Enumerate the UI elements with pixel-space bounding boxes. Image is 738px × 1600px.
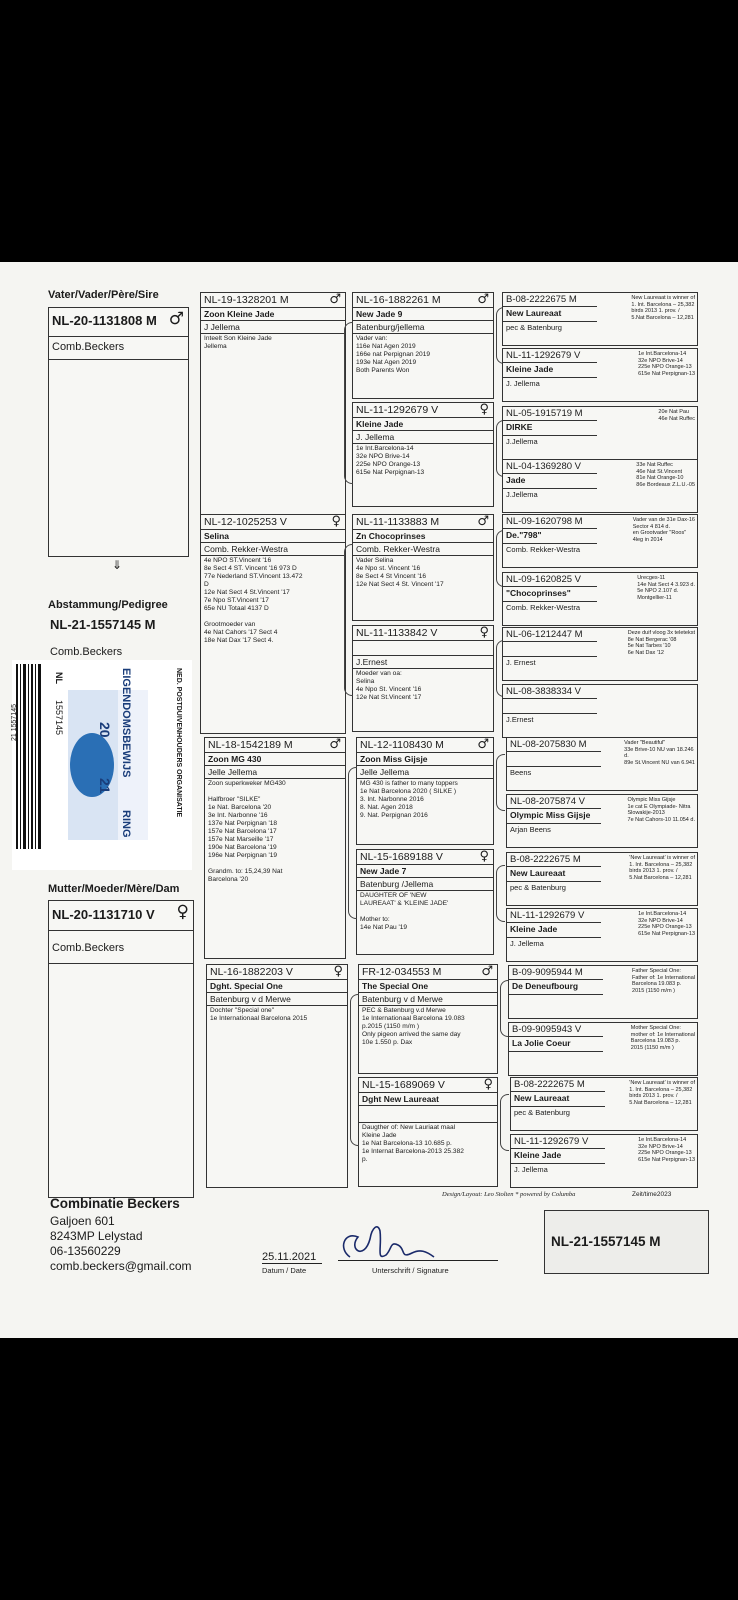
- down-arrow-icon: ⇓: [112, 558, 123, 572]
- gen3-ring: NL-08-3838334 V: [503, 685, 597, 699]
- cert-ring: RING: [120, 810, 132, 838]
- gen2-owner: Jelle Jellema: [357, 766, 493, 779]
- design-credit: Design/Layout: Leo Stolten * powered by Columba: [442, 1191, 576, 1198]
- date-value: 25.11.2021: [262, 1251, 322, 1264]
- pedigree-ring: NL-21-1557145 M: [50, 617, 156, 632]
- gen3-notes: Deze duif vloog 3x teletekst 8e Nat Bergerac '08 5e Nat Tarbes '10 6e Nat Dax '12: [627, 630, 695, 656]
- dam-label: Mutter/Moeder/Mère/Dam: [48, 883, 180, 895]
- gen3-owner: J. Ernest: [506, 658, 536, 667]
- gen2-card-5: [356, 737, 494, 845]
- cert-barcode-number: 21 1557145: [11, 704, 18, 741]
- gen3-name: [503, 642, 597, 657]
- gen2-name: Kleine Jade: [353, 418, 493, 431]
- male-icon: ♂: [329, 737, 341, 752]
- gen1-ring: NL-18-1542189 M ♂: [205, 738, 345, 753]
- gen3-name: DIRKE: [503, 421, 597, 436]
- pedigree-label: Abstammung/Pedigree: [48, 599, 168, 611]
- gen3-ring: NL-11-1292679 V: [507, 909, 601, 923]
- gen3-card-4: [502, 459, 698, 513]
- ring-box-text: NL-21-1557145 M: [551, 1234, 661, 1249]
- gen2-card-1: [352, 292, 494, 399]
- time-stamp: Zeit/time2023: [632, 1191, 672, 1198]
- gen1-notes: Inteelt Son Kleine Jade Jellema: [204, 335, 272, 350]
- gen1-ring: NL-12-1025253 V ♀: [201, 515, 345, 530]
- address-line-2: 8243MP Lelystad: [50, 1229, 143, 1243]
- dam-ring: NL-20-1131710 V ♀: [49, 901, 193, 931]
- gen2-notes: DAUGHTER OF 'NEW LAUREAAT' & 'KLEINE JADE' Mother to: 14e Nat Pau '19: [360, 892, 449, 931]
- female-icon: ♀: [331, 514, 341, 529]
- gen2-notes: 1e Int.Barcelona-14 32e NPO Brive-14 225e NPO Orange-13 615e Nat Perpignan-13: [356, 445, 425, 476]
- gen3-name: New Laureaat: [503, 307, 597, 322]
- gen3-notes: Vader "Beautiful" 33e Brive-10 NU van 18.246 d. 89e St.Vincent NU van 6.941: [624, 740, 695, 766]
- gen3-card-11: [506, 852, 698, 906]
- ring-box: [544, 1210, 709, 1274]
- gen3-owner: Beens: [510, 768, 532, 777]
- gen3-ring: NL-08-2075830 M: [507, 738, 601, 752]
- gen2-ring: NL-15-1689069 V ♀: [359, 1078, 497, 1093]
- gen1-name: Dght. Special One: [207, 980, 347, 993]
- cert-number: 1557145: [54, 700, 64, 736]
- gen3-notes: Urecges-11 14e Nat Sect 4 3.923 d. 5e NPO 2.107 d. Montgellier-11: [637, 575, 695, 601]
- male-icon: ♂: [481, 964, 493, 979]
- gen1-owner: J Jellema: [201, 321, 345, 334]
- gen3-notes: Olympic Miss Gijsje 1e cat E Olympiade- Nitra Slowakije-2013 7e Nat Cahors-10 11.054 d.: [627, 797, 695, 823]
- gen1-card-4: [206, 964, 348, 1188]
- gen2-owner: [359, 1106, 497, 1123]
- gen3-notes: 'New Laureaat' is winner of 1. Int. Barcelona – 25,382 birds 2013 1. prov. / 5.Nat Barcelona – 12,281: [629, 855, 695, 881]
- gen3-card-9: [506, 737, 698, 791]
- gen3-ring: NL-08-2075874 V: [507, 795, 601, 809]
- male-icon: ♂: [168, 309, 184, 329]
- connector: [500, 1094, 509, 1151]
- gen2-notes: Daugther of: New Lauriaat maal Kleine Jade 1e Nat Barcelona-13 10.685 p. 1e Internat Barcelona-2013 25.382 p.: [362, 1124, 464, 1163]
- gen3-owner: pec & Batenburg: [514, 1108, 570, 1117]
- female-icon: ♀: [479, 849, 489, 864]
- gen3-ring: B-09-9095944 M: [509, 966, 603, 980]
- gen3-notes: 'New Laureaat' is winner of 1. Int. Barcelona – 25,382 birds 2013 1. prov. / 5.Nat Barcelona – 12,281: [629, 1080, 695, 1106]
- gen3-card-6: [502, 572, 698, 626]
- gen2-owner: Batenburg v d Merwe: [359, 993, 497, 1006]
- gen3-notes: 1e Int.Barcelona-14 32e NPO Brive-14 225e NPO Orange-13 615e Nat Perpignan-13: [638, 1137, 695, 1163]
- gen3-name: La Jolie Coeur: [509, 1037, 603, 1052]
- gen2-card-6: [356, 849, 494, 955]
- gen2-card-4: [352, 625, 494, 732]
- gen3-notes: 33e Nat Ruffec 46e Nat St.Vincent 81e Nat Orange-10 86e Bordeaux Z.L.U.-05: [636, 462, 695, 488]
- gen1-owner: Batenburg v d Merwe: [207, 993, 347, 1006]
- male-icon: ♂: [329, 292, 341, 307]
- sire-ring: NL-20-1131808 M ♂: [49, 308, 188, 337]
- gen3-ring: B-08-2222675 M: [503, 293, 597, 307]
- gen2-name: New Jade 7: [357, 865, 493, 878]
- gen3-card-5: [502, 514, 698, 568]
- gen2-ring: NL-12-1108430 M ♂: [357, 738, 493, 753]
- gen1-card-3: [204, 737, 346, 959]
- svg-text:21: 21: [97, 778, 113, 794]
- email: comb.beckers@gmail.com: [50, 1259, 192, 1273]
- gen1-notes: Zoon superkweker MG430 Halfbroer "SILKE" 1e Nat. Barcelona '20 3e Int. Narbonne '16 137e Nat Perpignan '18 157e Nat Barcelona '17 157e Nat Marseille '17 190e Nat Barcelona '19 196e Nat Perpignan '19 Grandm. to: 15,24,39 Nat Barcelona '20: [208, 780, 286, 883]
- gen2-name: Zn Chocoprinses: [353, 530, 493, 543]
- gen1-ring: NL-16-1882203 V ♀: [207, 965, 347, 980]
- female-icon: ♀: [479, 625, 489, 640]
- gen1-owner: Jelle Jellema: [205, 766, 345, 779]
- gen2-name: New Jade 9: [353, 308, 493, 321]
- gen3-owner: J. Jellema: [514, 1165, 548, 1174]
- gen3-card-15: [510, 1077, 698, 1131]
- male-icon: ♂: [477, 514, 489, 529]
- gen3-name: Kleine Jade: [511, 1149, 605, 1164]
- connector: [344, 322, 353, 484]
- cert-title: EIGENDOMSBEWIJS: [120, 668, 132, 778]
- gen3-name: New Laureaat: [507, 867, 601, 882]
- gen2-owner: Comb. Rekker-Westra: [353, 543, 493, 556]
- gen3-owner: Comb. Rekker-Westra: [506, 545, 581, 554]
- male-icon: ♂: [477, 737, 489, 752]
- gen3-ring: NL-04-1369280 V: [503, 460, 597, 474]
- gen3-name: [503, 699, 597, 714]
- gen2-notes: Moeder van oa: Selina 4e Npo St. Vincent '16 12e Nat St.Vincent '17: [356, 670, 422, 701]
- gen3-owner: pec & Batenburg: [506, 323, 562, 332]
- gen2-card-2: [352, 402, 494, 507]
- gen2-ring: NL-16-1882261 M ♂: [353, 293, 493, 308]
- gen3-name: Olympic Miss Gijsje: [507, 809, 601, 824]
- gen2-card-7: [358, 964, 498, 1074]
- gen3-notes: 1e Int.Barcelona-14 32e NPO Brive-14 225e NPO Orange-13 615e Nat Perpignan-13: [638, 351, 695, 377]
- gen2-notes: PEC & Batenburg v.d Merwe 1e Internationaal Barcelona 19.083 p.2015 (1150 m/m ) Only pigeon arrived the same day 10e 1.550 p. Dax: [362, 1007, 465, 1046]
- pedigree-sheet: [0, 262, 738, 1338]
- gen3-ring: B-09-9095943 V: [509, 1023, 603, 1037]
- phone: 06-13560229: [50, 1244, 121, 1258]
- female-icon: ♀: [483, 1077, 493, 1092]
- gen3-card-13: [508, 965, 698, 1019]
- gen2-name: Zoon Miss Gijsje: [357, 753, 493, 766]
- gen2-name: [353, 641, 493, 656]
- gen1-name: Zoon MG 430: [205, 753, 345, 766]
- signature-label: Unterschrift / Signature: [372, 1266, 449, 1275]
- gen2-ring: FR-12-034553 M ♂: [359, 965, 497, 980]
- female-icon: ♀: [479, 402, 489, 417]
- connector: [344, 544, 353, 696]
- gen2-owner: Batenburg /Jellema: [357, 878, 493, 891]
- gen3-card-14: [508, 1022, 698, 1076]
- gen3-owner: J. Jellema: [510, 939, 544, 948]
- date-label: Datum / Date: [262, 1266, 307, 1275]
- gen3-owner: pec & Batenburg: [510, 883, 566, 892]
- gen2-notes: Vader Selina 4e Npo st. Vincent '16 8e Sect 4 St Vincent '16 12e Nat Sect 4 St. Vincent '17: [356, 557, 444, 588]
- gen2-ring: NL-15-1689188 V ♀: [357, 850, 493, 865]
- gen2-ring: NL-11-1292679 V ♀: [353, 403, 493, 418]
- gen1-notes: 4e NPO ST.Vincent '16 8e Sect 4 ST. Vincent '16 973 D 77e Nederland ST.Vincent 13.472 D 12e Nat Sect 4 St.Vincent '17 7e Npo ST.Vincent '17 65e NU Totaal 4137 D Grootmoeder van 4e Nat Cahors '17 Sect 4 18e Nat Dax '17 Sect 4.: [204, 557, 303, 644]
- gen1-card-1: [200, 292, 346, 517]
- gen3-card-2: [502, 348, 698, 402]
- signature-icon: [330, 1217, 440, 1272]
- gen3-notes: Mother Special One: mother of: 1e International Barcelona 19.083 p. 2015 (1150 m/m ): [630, 1025, 695, 1051]
- cert-country: NL: [54, 672, 64, 684]
- gen3-card-10: [506, 794, 698, 848]
- gen1-ring: NL-19-1328201 M ♂: [201, 293, 345, 308]
- connector: [350, 994, 359, 1146]
- connector: [496, 754, 505, 811]
- gen3-notes: New Laureaat is winner of 1. Int. Barcelona – 25,382 birds 2013 1. prov. / 5.Nat Barcelona – 12,281: [631, 295, 695, 321]
- gen3-name: "Chocoprinses": [503, 587, 597, 602]
- gen3-card-8: [502, 684, 698, 738]
- gen2-ring: NL-11-1133883 M ♂: [353, 515, 493, 530]
- gen2-card-3: [352, 514, 494, 621]
- gen3-ring: NL-09-1620825 V: [503, 573, 597, 587]
- gen3-ring: NL-11-1292679 V: [503, 349, 597, 363]
- female-icon: ♀: [176, 902, 189, 922]
- gen2-owner: J. Jellema: [353, 431, 493, 444]
- gen2-card-8: [358, 1077, 498, 1187]
- gen3-card-7: [502, 627, 698, 681]
- connector: [496, 865, 505, 922]
- gen1-notes: Dochter "Special one" 1e Internationaal Barcelona 2015: [210, 1007, 308, 1022]
- gen3-name: Kleine Jade: [507, 923, 601, 938]
- gen3-card-12: [506, 908, 698, 962]
- gen2-owner: J.Ernest: [353, 656, 493, 669]
- gen3-name: Jade: [503, 474, 597, 489]
- gen3-owner: J.Jellema: [506, 490, 538, 499]
- cert-org: NED. POSTDUIVENHOUDERS ORGANISATIE: [175, 668, 182, 818]
- svg-text:20: 20: [97, 722, 113, 738]
- gen3-ring: B-08-2222675 M: [507, 853, 601, 867]
- gen3-card-3: [502, 406, 698, 460]
- gen3-owner: J.Jellema: [506, 437, 538, 446]
- gen2-ring: NL-11-1133842 V ♀: [353, 626, 493, 641]
- gen1-owner: Comb. Rekker-Westra: [201, 543, 345, 556]
- gen3-name: De."798": [503, 529, 597, 544]
- sire-card: [48, 307, 189, 557]
- gen3-notes: Father Special One: Father of: 1e International Barcelona 19.083 p. 2015 (1150 m/m ): [632, 968, 695, 994]
- gen3-card-1: [502, 292, 698, 346]
- gen2-notes: MG 430 is father to many toppers 1e Nat Barcelona 2020 ( SILKE ) 3. Int. Narbonne 2016 8. Nat. Agen 2018 9. Nat. Perpignan 2016: [360, 780, 458, 819]
- connector: [348, 767, 357, 919]
- gen3-name: Kleine Jade: [503, 363, 597, 378]
- gen3-name: [507, 752, 601, 767]
- gen3-ring: NL-11-1292679 V: [511, 1135, 605, 1149]
- pedigree-owner: Comb.Beckers: [50, 646, 123, 658]
- gen3-name: De Deneufbourg: [509, 980, 603, 995]
- gen1-name: Selina: [201, 530, 345, 543]
- dam-card: [48, 900, 194, 1198]
- company-name: Combinatie Beckers: [50, 1196, 180, 1211]
- dam-owner: Comb.Beckers: [49, 931, 193, 964]
- gen3-ring: NL-09-1620798 M: [503, 515, 597, 529]
- gen3-ring: NL-05-1915719 M: [503, 407, 597, 421]
- gen3-ring: B-08-2222675 M: [511, 1078, 605, 1092]
- gen3-ring: NL-06-1212447 M: [503, 628, 597, 642]
- gen3-notes: 20e Nat Pau 46e Nat Ruffec: [658, 409, 695, 422]
- gen3-name: New Laureaat: [511, 1092, 605, 1107]
- gen3-owner: J.Ernest: [506, 715, 534, 724]
- male-icon: ♂: [477, 292, 489, 307]
- gen3-card-16: [510, 1134, 698, 1188]
- gen3-notes: Vader van de 31e Dax-16 Sector 4 814 d. en Grootvader "Roos" 4leg in 2014: [632, 517, 695, 543]
- sire-owner: Comb.Beckers: [49, 337, 188, 360]
- sire-label: Vater/Vader/Père/Sire: [48, 289, 159, 301]
- gen3-owner: Arjan Beens: [510, 825, 551, 834]
- gen3-owner: [509, 1052, 603, 1054]
- gen2-owner: Batenburg/jellema: [353, 321, 493, 334]
- gen2-name: Dght New Laureaat: [359, 1093, 497, 1106]
- certificate-graphic: [12, 660, 192, 870]
- gen3-notes: 1e Int.Barcelona-14 32e NPO Brive-14 225e NPO Orange-13 615e Nat Perpignan-13: [638, 911, 695, 937]
- gen3-owner: J. Jellema: [506, 379, 540, 388]
- gen1-card-2: [200, 514, 346, 734]
- female-icon: ♀: [333, 964, 343, 979]
- gen3-owner: [509, 995, 603, 997]
- gen1-name: Zoon Kleine Jade: [201, 308, 345, 321]
- gen2-notes: Vader van: 116e Nat Agen 2019 166e nat Perpignan 2019 193e Nat Agen 2019 Both Parents Won: [356, 335, 431, 374]
- gen3-owner: Comb. Rekker-Westra: [506, 603, 581, 612]
- gen2-name: The Special One: [359, 980, 497, 993]
- ownership-certificate: [12, 660, 192, 870]
- address-line-1: Galjoen 601: [50, 1214, 115, 1228]
